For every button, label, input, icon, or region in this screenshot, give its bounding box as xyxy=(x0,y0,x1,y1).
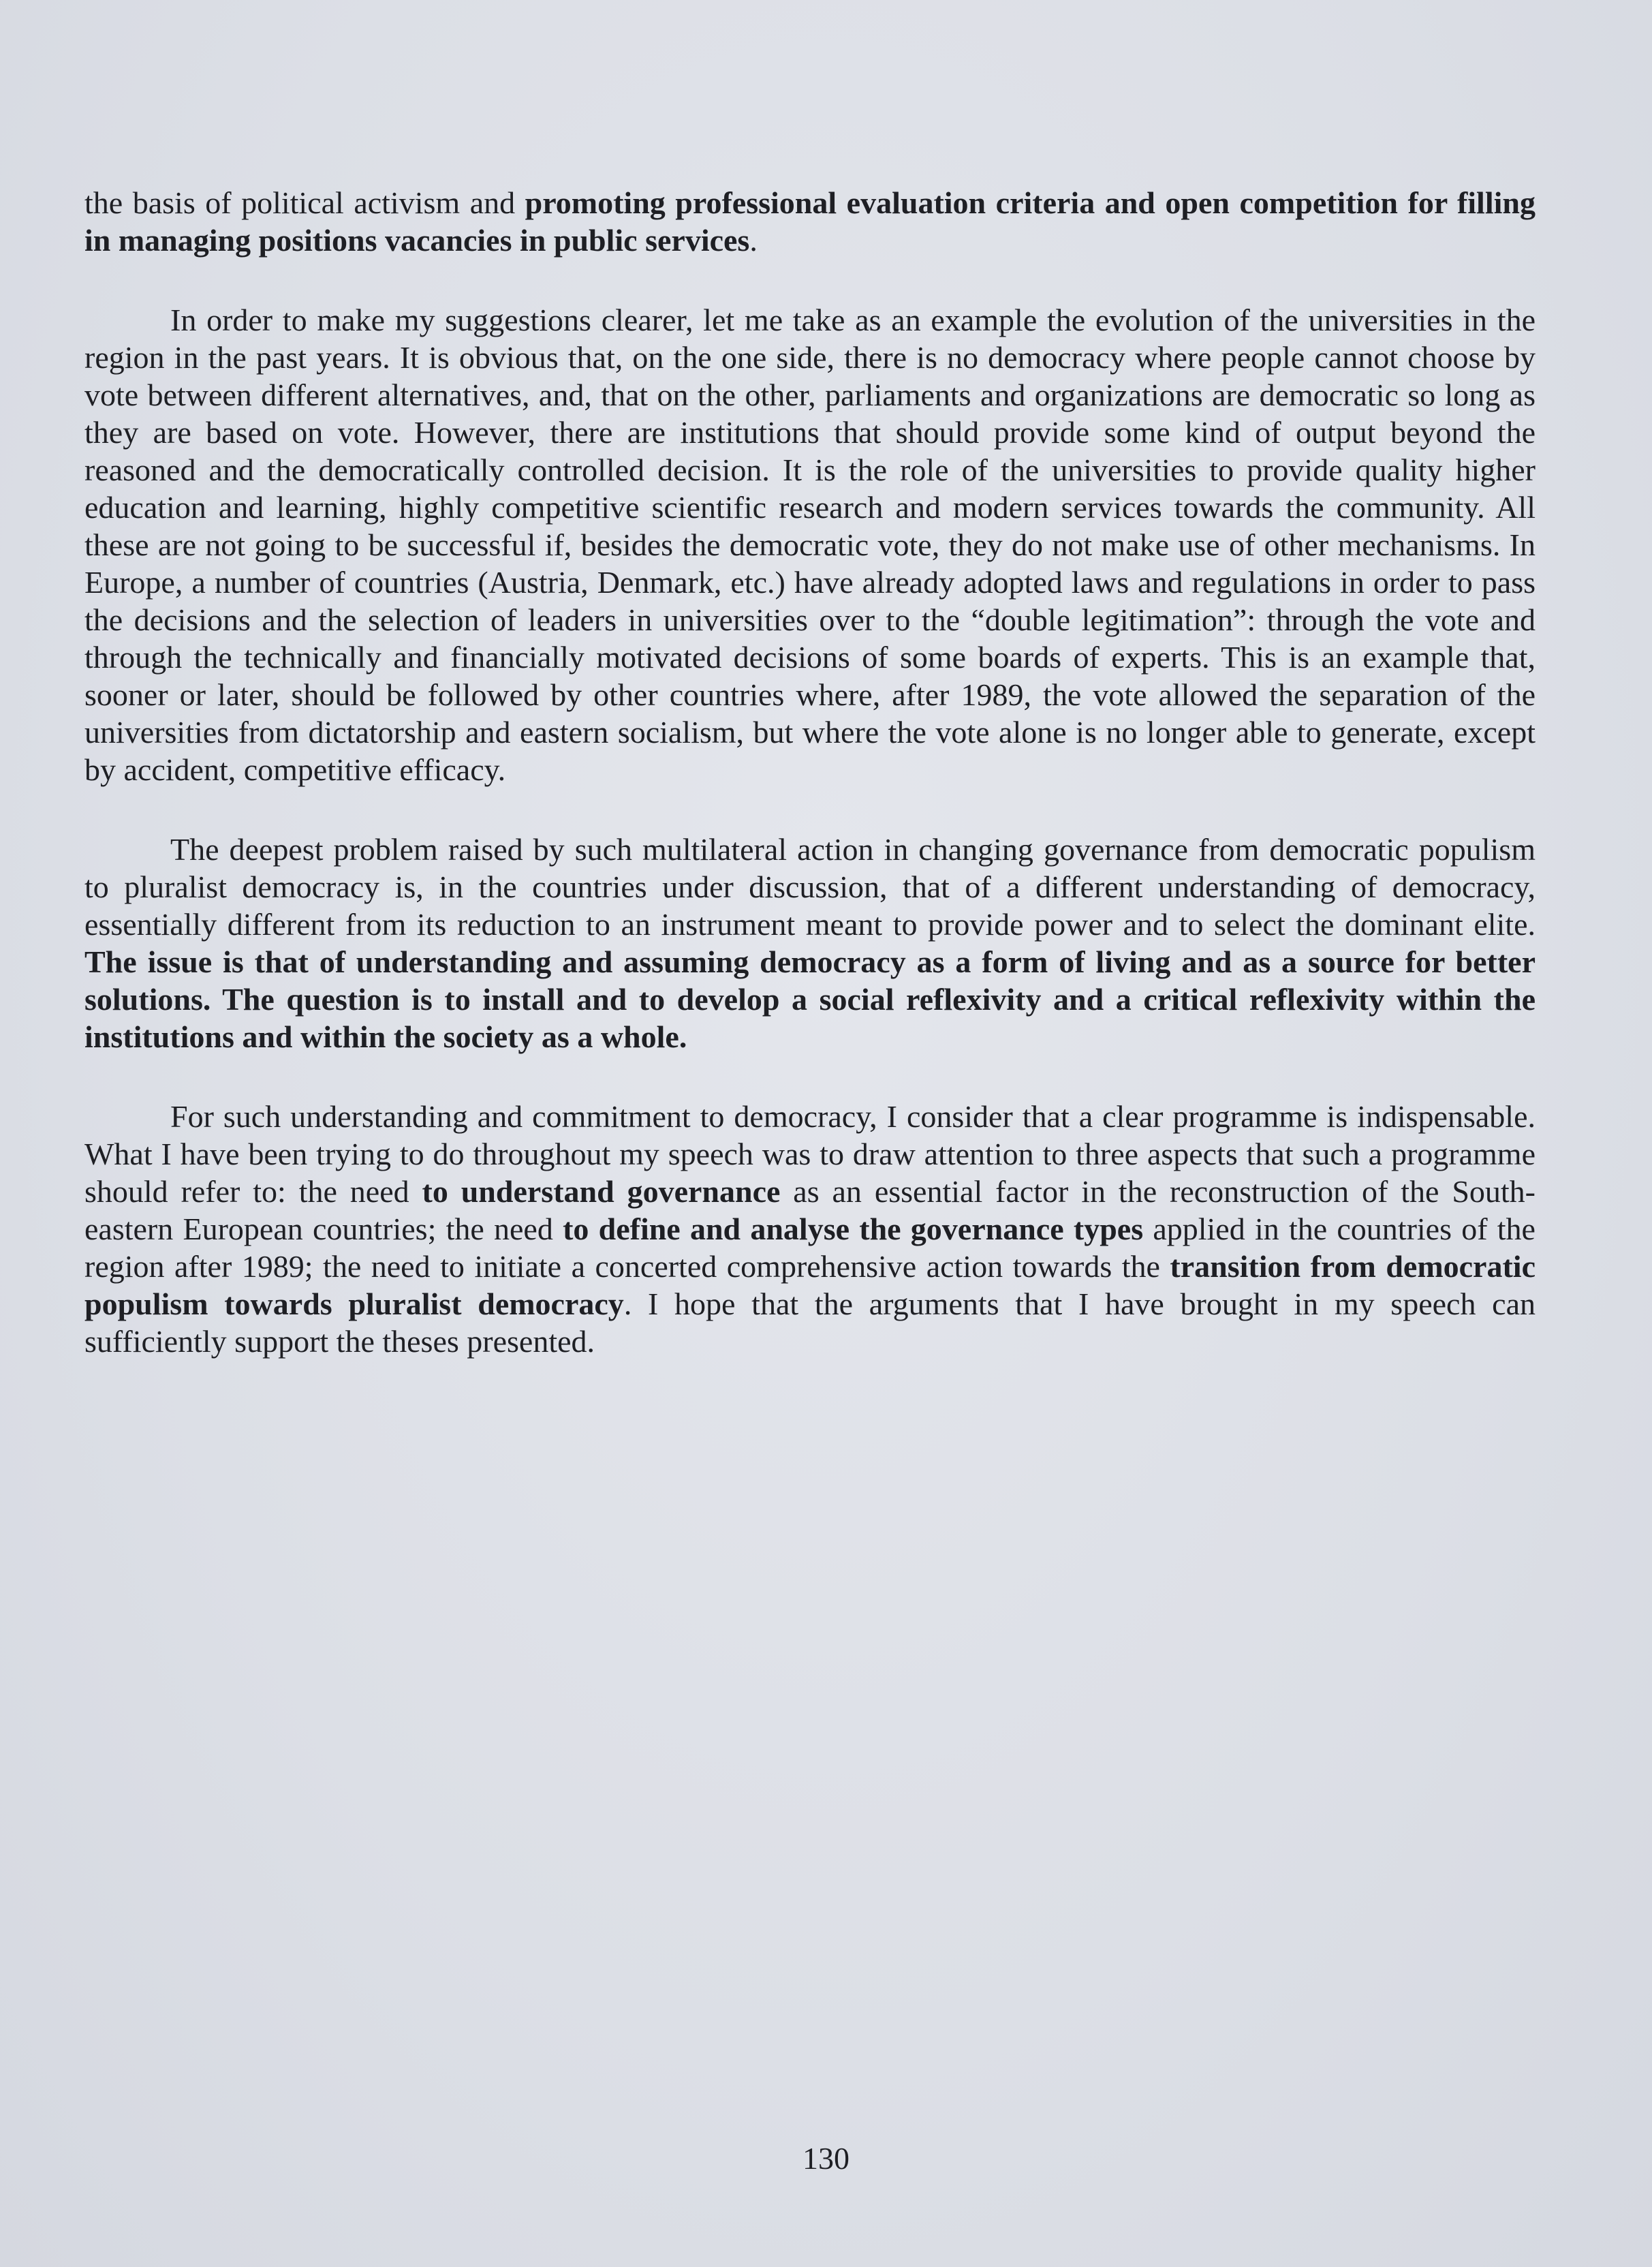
paragraph xyxy=(84,1098,1536,1360)
bold-text-run: to understand governance xyxy=(422,1174,781,1209)
bold-text-run: to define and analyse the governance types xyxy=(563,1212,1144,1246)
text-run: The deepest problem raised by such multilateral action in changing governance from democratic populism to pluralist democracy is, in the countries under discussion, that of a different understanding of democracy, essentially different from its reduction to an instrument meant to provide power and to select the dominant elite. xyxy=(84,832,1536,942)
bold-text-run: The issue is that of understanding and assuming democracy as a form of living and as a source for better solutions. The question is to install and to develop a social reflexivity and a critical reflexivity within the institutions and within the society as a whole. xyxy=(84,944,1536,1054)
text-run: as an essential factor in the reconstruction of the South-eastern European countries; the need xyxy=(84,1174,1536,1246)
paragraph xyxy=(84,184,1536,259)
text-run: . I hope that the arguments that I have brought in my speech can sufficiently support the theses presented. xyxy=(84,1286,1536,1359)
text-run: In order to make my suggestions clearer, let me take as an example the evolution of the universities in the region in the past years. It is obvious that, on the one side, there is no democracy where people cannot choose by vote between different alternatives, and, that on the other, parliaments and organizations are democratic so long as they are based on vote. However, there are institutions that should provide some kind of output beyond the reasoned and the democratically controlled decision. It is the role of the universities to provide quality higher education and learning, highly competitive scientific research and modern services towards the community. All these are not going to be successful if, besides the democratic vote, they do not make use of other mechanisms. In Europe, a number of countries (Austria, Denmark, etc.) have already adopted laws and regulations in order to pass the decisions and the selection of leaders in universities over to the “double legitimation”: through the vote and through the technically and financially motivated decisions of some boards of experts. This is an example that, sooner or later, should be followed by other countries where, after 1989, the vote allowed the separation of the universities from dictatorship and eastern socialism, but where the vote alone is no longer able to generate, except by accident, competitive efficacy. xyxy=(84,303,1536,787)
page-number: 130 xyxy=(802,2141,850,2176)
text-run: the basis of political activism and xyxy=(84,185,525,220)
body-text xyxy=(84,184,1536,1360)
bold-text-run: transition from democratic populism towards pluralist democracy xyxy=(84,1249,1536,1321)
text-run: . xyxy=(749,223,758,258)
text-run: applied in the countries of the region after 1989; the need to initiate a concerted comprehensive action towards the xyxy=(84,1212,1536,1284)
paragraph xyxy=(84,831,1536,1055)
bold-text-run: promoting professional evaluation criteria and open competition for filling in managing positions vacancies in public services xyxy=(84,185,1536,258)
paragraph xyxy=(84,301,1536,788)
text-run: For such understanding and commitment to democracy, I consider that a clear programme is indispensable. What I have been trying to do throughout my speech was to draw attention to three aspects that such a programme should refer to: the need xyxy=(84,1099,1536,1209)
